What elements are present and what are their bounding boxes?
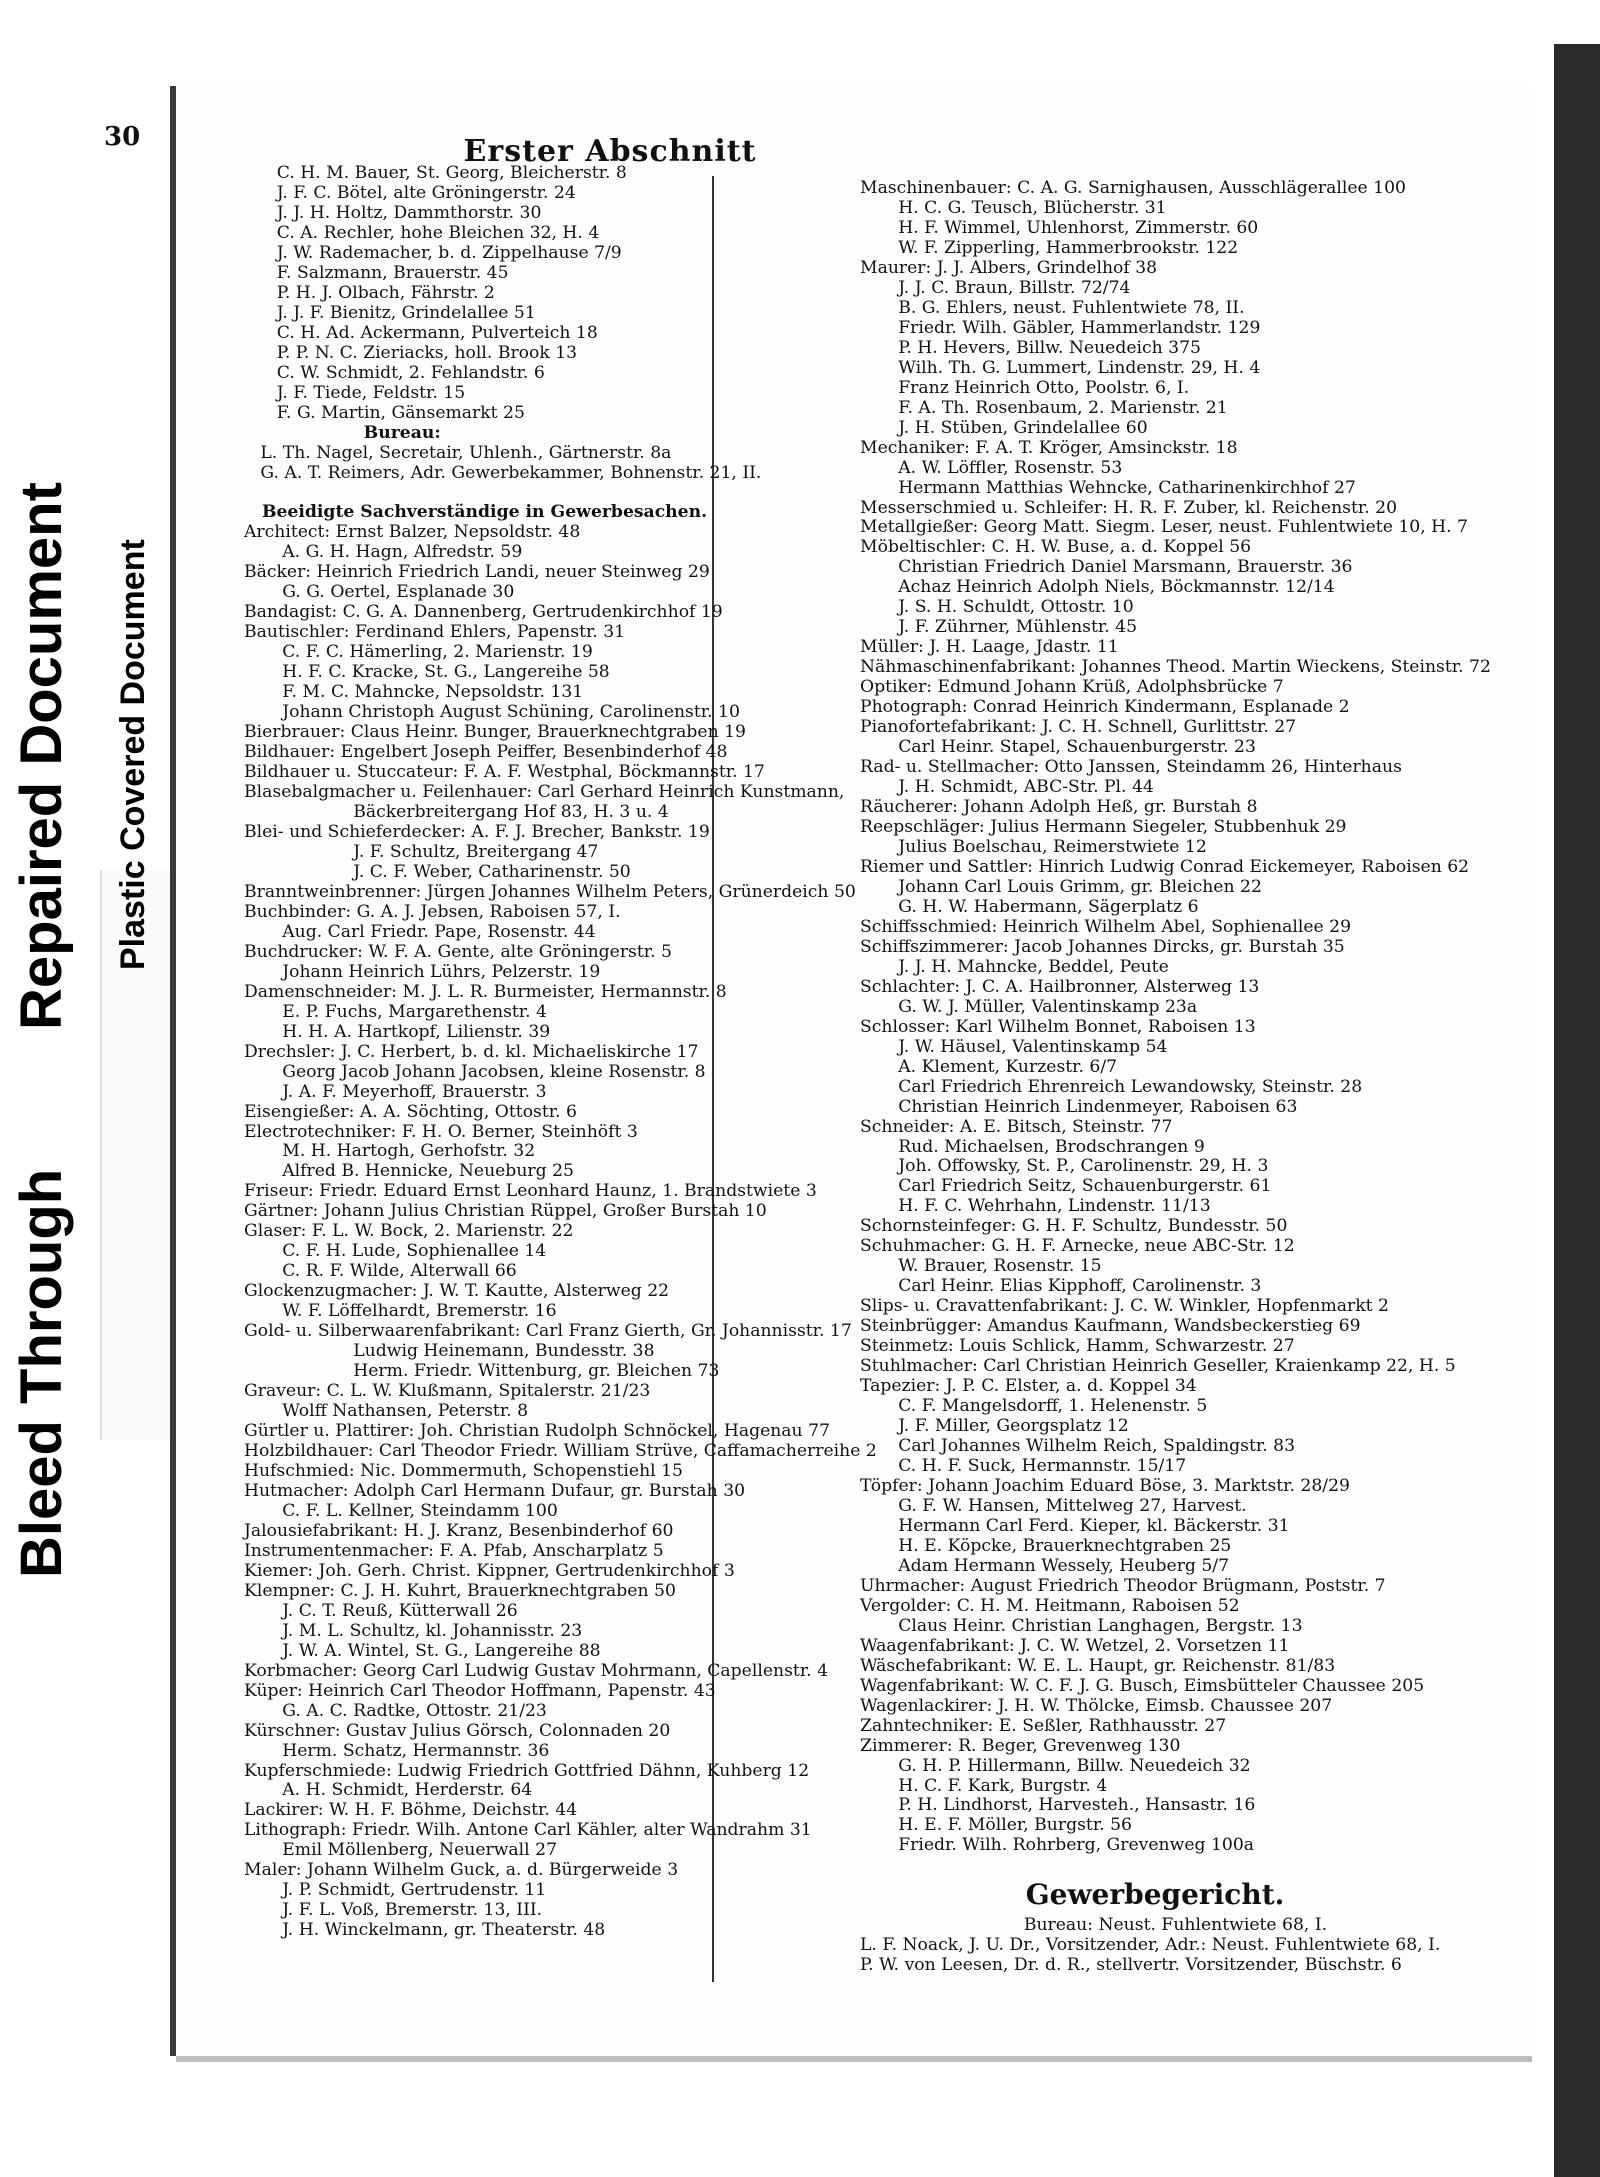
directory-line: J. F. C. Bötel, alte Gröningerstr. 24	[244, 182, 576, 203]
directory-line: Herm. Schatz, Hermannstr. 36	[244, 1740, 550, 1761]
directory-line: C. A. Rechler, hohe Bleichen 32, H. 4	[244, 222, 600, 243]
directory-line: J. W. Häusel, Valentinskamp 54	[860, 1036, 1168, 1057]
directory-line: Bandagist: C. G. A. Dannenberg, Gertrudenkirchhof 19	[244, 602, 723, 623]
directory-line: W. F. Löffelhardt, Bremerstr. 16	[244, 1301, 557, 1322]
directory-line: Christian Friedrich Daniel Marsmann, Brauerstr. 36	[860, 557, 1353, 578]
directory-line: Damenschneider: M. J. L. R. Burmeister, Hermannstr. 8	[244, 981, 727, 1002]
directory-line: Graveur: C. L. W. Klußmann, Spitalerstr. 21/23	[244, 1381, 651, 1402]
directory-line: C. F. H. Lude, Sophienallee 14	[244, 1241, 547, 1262]
directory-line: Johann Christoph August Schüning, Carolinenstr. 10	[244, 702, 740, 723]
directory-line: Carl Johannes Wilhelm Reich, Spaldingstr. 83	[860, 1436, 1295, 1457]
directory-line: Lithograph: Friedr. Wilh. Antone Carl Kähler, alter Wandrahm 31	[244, 1820, 812, 1841]
directory-line: Nähmaschinenfabrikant: Johannes Theod. Martin Wieckens, Steinstr. 72	[860, 657, 1491, 678]
directory-line: Eisengießer: A. A. Söchting, Ottostr. 6	[244, 1101, 577, 1122]
directory-line: Optiker: Edmund Johann Krüß, Adolphsbrücke 7	[860, 677, 1284, 698]
directory-line: W. Brauer, Rosenstr. 15	[860, 1256, 1102, 1277]
directory-line: Küper: Heinrich Carl Theodor Hoffmann, Papenstr. 43	[244, 1680, 716, 1701]
directory-line: Friedr. Wilh. Gäbler, Hammerlandstr. 129	[860, 317, 1261, 338]
directory-line: H. F. C. Wehrhahn, Lindenstr. 11/13	[860, 1196, 1211, 1217]
directory-line: A. W. Löffler, Rosenstr. 53	[860, 457, 1123, 478]
directory-line: F. Salzmann, Brauerstr. 45	[244, 262, 509, 283]
directory-line: F. G. Martin, Gänsemarkt 25	[244, 402, 525, 423]
directory-line: Klempner: C. J. H. Kuhrt, Brauerknechtgraben 50	[244, 1580, 676, 1601]
directory-line: J. H. Winckelmann, gr. Theaterstr. 48	[244, 1920, 606, 1941]
directory-line: Bautischler: Ferdinand Ehlers, Papenstr. 31	[244, 622, 626, 643]
directory-line: P. P. N. C. Zieriacks, holl. Brook 13	[244, 342, 578, 363]
directory-line: Branntweinbrenner: Jürgen Johannes Wilhelm Peters, Grünerdeich 50	[244, 881, 856, 902]
scanner-edge	[1554, 44, 1600, 2177]
directory-line: W. F. Zipperling, Hammerbrookstr. 122	[860, 237, 1239, 258]
directory-line: Julius Boelschau, Reimerstwiete 12	[860, 836, 1207, 857]
directory-line: Töpfer: Johann Joachim Eduard Böse, 3. Marktstr. 28/29	[860, 1475, 1350, 1496]
directory-line: Friseur: Friedr. Eduard Ernst Leonhard Haunz, 1. Brandstwiete 3	[244, 1181, 817, 1202]
directory-line: Müller: J. H. Laage, Jdastr. 11	[860, 637, 1119, 658]
directory-line: Zahntechniker: E. Seßler, Rathhausstr. 27	[860, 1715, 1227, 1736]
directory-line: J. F. L. Voß, Bremerstr. 13, III.	[244, 1900, 543, 1921]
directory-line: Ludwig Heinemann, Bundesstr. 38	[244, 1341, 655, 1362]
directory-line: Hermann Carl Ferd. Kieper, kl. Bäckerstr. 31	[860, 1515, 1290, 1536]
directory-line: Möbeltischler: C. H. W. Buse, a. d. Koppel 56	[860, 537, 1252, 558]
directory-line: J. J. H. Holtz, Dammthorstr. 30	[244, 202, 542, 223]
directory-line: P. H. Lindhorst, Harvesteh., Hansastr. 16	[860, 1795, 1256, 1816]
directory-line: G. G. Oertel, Esplanade 30	[244, 582, 515, 603]
directory-line: Bildhauer u. Stuccateur: F. A. F. Westphal, Böckmannstr. 17	[244, 762, 765, 783]
directory-line: Schlachter: J. C. A. Hailbronner, Alsterweg 13	[860, 976, 1260, 997]
directory-line: Drechsler: J. C. Herbert, b. d. kl. Michaeliskirche 17	[244, 1041, 699, 1062]
directory-line: Blei- und Schieferdecker: A. F. J. Brecher, Bankstr. 19	[244, 821, 710, 842]
directory-line: Bäckerbreitergang Hof 83, H. 3 u. 4	[244, 802, 669, 822]
directory-line: C. H. F. Suck, Hermannstr. 15/17	[860, 1456, 1187, 1476]
directory-line: J. F. Schultz, Breitergang 47	[244, 841, 599, 862]
directory-line: Wolff Nathansen, Peterstr. 8	[244, 1401, 529, 1422]
directory-line: Waagenfabrikant: J. C. W. Wetzel, 2. Vorsetzen 11	[860, 1635, 1290, 1656]
directory-line: Johann Carl Louis Grimm, gr. Bleichen 22	[860, 876, 1262, 897]
directory-line: G. A. C. Radtke, Ottostr. 21/23	[244, 1700, 547, 1721]
directory-line: H. H. A. Hartkopf, Lilienstr. 39	[244, 1021, 551, 1042]
directory-line: P. H. J. Olbach, Fährstr. 2	[244, 282, 495, 303]
directory-line: Bierbrauer: Claus Heinr. Bunger, Brauerknechtgraben 19	[244, 722, 746, 743]
right-column	[860, 178, 1491, 1975]
directory-line: Glaser: F. L. W. Bock, 2. Marienstr. 22	[244, 1221, 574, 1242]
directory-line: Joh. Offowsky, St. P., Carolinenstr. 29, H. 3	[860, 1156, 1269, 1177]
directory-line: Steinbrügger: Amandus Kaufmann, Wandsbeckerstieg 69	[860, 1316, 1361, 1337]
directory-line: Jalousiefabrikant: H. J. Kranz, Besenbinderhof 60	[244, 1520, 674, 1541]
directory-line: Schiffsschmied: Heinrich Wilhelm Abel, Sophienallee 29	[860, 916, 1352, 937]
subheading: Beeidigte Sachverständige in Gewerbesachen.	[244, 502, 708, 523]
directory-line: Bureau: Neust. Fuhlentwiete 68, I.	[1023, 1915, 1328, 1936]
directory-line: Hutmacher: Adolph Carl Hermann Dufaur, gr. Burstah 30	[244, 1480, 746, 1501]
directory-line: Carl Heinr. Stapel, Schauenburgerstr. 23	[860, 737, 1256, 758]
directory-line: Steinmetz: Louis Schlick, Hamm, Schwarzestr. 27	[860, 1336, 1295, 1357]
directory-line: Buchbinder: G. A. J. Jebsen, Raboisen 57, I.	[244, 901, 621, 922]
directory-line: Instrumentenmacher: F. A. Pfab, Anscharplatz 5	[244, 1540, 664, 1561]
directory-line: Buchdrucker: W. F. A. Gente, alte Gröningerstr. 5	[244, 941, 672, 962]
directory-line: Kupferschmiede: Ludwig Friedrich Gottfried Dähnn, Kuhberg 12	[244, 1760, 810, 1781]
directory-line: Rud. Michaelsen, Brodschrangen 9	[860, 1136, 1205, 1157]
directory-line: Gärtner: Johann Julius Christian Rüppel, Großer Burstah 10	[244, 1201, 767, 1222]
directory-line: Alfred B. Hennicke, Neueburg 25	[244, 1161, 574, 1182]
directory-line: Carl Friedrich Seitz, Schauenburgerstr. 61	[860, 1176, 1272, 1197]
repaired-document-label: Repaired Document	[9, 482, 74, 1030]
directory-line: Rad- u. Stellmacher: Otto Janssen, Steindamm 26, Hinterhaus	[860, 757, 1402, 778]
directory-line: A. H. Schmidt, Herderstr. 64	[244, 1780, 533, 1801]
directory-line: L. Th. Nagel, Secretair, Uhlenh., Gärtnerstr. 8a	[244, 442, 672, 463]
directory-line: Electrotechniker: F. H. O. Berner, Steinhöft 3	[244, 1121, 638, 1142]
directory-line: G. W. J. Müller, Valentinskamp 23a	[860, 996, 1198, 1017]
directory-line: Claus Heinr. Christian Langhagen, Bergstr. 13	[860, 1615, 1303, 1636]
directory-line: G. H. P. Hillermann, Billw. Neuedeich 32	[860, 1755, 1251, 1776]
directory-line: Schuhmacher: G. H. F. Arnecke, neue ABC-Str. 12	[860, 1236, 1295, 1257]
directory-line: Schneider: A. E. Bitsch, Steinstr. 77	[860, 1116, 1173, 1137]
directory-line: Christian Heinrich Lindenmeyer, Raboisen 63	[860, 1096, 1298, 1117]
directory-line: Uhrmacher: August Friedrich Theodor Brügmann, Poststr. 7	[860, 1575, 1386, 1596]
directory-line: Hermann Matthias Wehncke, Catharinenkirchhof 27	[860, 477, 1356, 498]
directory-line: Architect: Ernst Balzer, Nepsoldstr. 48	[244, 522, 581, 543]
directory-line: J. M. L. Schultz, kl. Johannisstr. 23	[244, 1620, 583, 1641]
directory-line: Holzbildhauer: Carl Theodor Friedr. William Strüve, Caffamacherreihe 2	[244, 1441, 877, 1461]
directory-line: L. F. Noack, J. U. Dr., Vorsitzender, Adr.: Neust. Fuhlentwiete 68, I.	[860, 1935, 1441, 1956]
condition-label-card	[0, 430, 176, 1578]
directory-line: J. C. F. Weber, Catharinenstr. 50	[244, 861, 631, 882]
directory-line: G. H. W. Habermann, Sägerplatz 6	[860, 896, 1199, 917]
directory-line: M. H. Hartogh, Gerhofstr. 32	[244, 1141, 536, 1162]
directory-line: Aug. Carl Friedr. Pape, Rosenstr. 44	[244, 921, 596, 942]
directory-line: J. H. Stüben, Grindelallee 60	[860, 417, 1148, 438]
directory-line: Maler: Johann Wilhelm Guck, a. d. Bürgerweide 3	[244, 1860, 679, 1881]
directory-line: Schornsteinfeger: G. H. F. Schultz, Bundesstr. 50	[860, 1216, 1288, 1237]
directory-line: H. F. Wimmel, Uhlenhorst, Zimmerstr. 60	[860, 217, 1259, 238]
directory-line: Wäschefabrikant: W. E. L. Haupt, gr. Reichenstr. 81/83	[860, 1655, 1336, 1676]
directory-line: Kürschner: Gustav Julius Görsch, Colonnaden 20	[244, 1720, 671, 1741]
directory-line: J. H. Schmidt, ABC-Str. Pl. 44	[860, 777, 1154, 798]
directory-line: Adam Hermann Wessely, Heuberg 5/7	[860, 1555, 1230, 1576]
directory-line: J. F. Miller, Georgsplatz 12	[860, 1416, 1129, 1437]
directory-line: P. H. Hevers, Billw. Neuedeich 375	[860, 337, 1201, 358]
directory-line: Friedr. Wilh. Rohrberg, Grevenweg 100a	[860, 1835, 1255, 1856]
directory-line: H. E. Köpcke, Brauerknechtgraben 25	[860, 1535, 1232, 1556]
directory-line: Achaz Heinrich Adolph Niels, Böckmannstr. 12/14	[860, 577, 1335, 598]
directory-line: Photograph: Conrad Heinrich Kindermann, Esplanade 2	[860, 697, 1350, 718]
directory-line	[860, 1855, 1491, 1875]
directory-line: Kiemer: Joh. Gerh. Christ. Kippner, Gertrudenkirchhof 3	[244, 1560, 735, 1581]
directory-line: C. F. L. Kellner, Steindamm 100	[244, 1500, 558, 1521]
directory-line: Franz Heinrich Otto, Poolstr. 6, I.	[860, 377, 1190, 398]
subheading: Bureau:	[244, 422, 441, 443]
directory-line: J. W. A. Wintel, St. G., Langereihe 88	[244, 1640, 601, 1661]
directory-line: Georg Jacob Johann Jacobsen, kleine Rosenstr. 8	[244, 1061, 706, 1082]
directory-line: Korbmacher: Georg Carl Ludwig Gustav Mohrmann, Capellenstr. 4	[244, 1660, 829, 1681]
directory-line: J. C. T. Reuß, Kütterwall 26	[244, 1600, 518, 1621]
directory-line: G. A. T. Reimers, Adr. Gewerbekammer, Bohnenstr. 21, II.	[244, 462, 762, 483]
directory-line: Emil Möllenberg, Neuerwall 27	[244, 1840, 558, 1861]
directory-line: Bildhauer: Engelbert Joseph Peiffer, Besenbinderhof 48	[244, 742, 728, 763]
directory-line: H. C. F. Kark, Burgstr. 4	[860, 1775, 1108, 1796]
directory-line: J. J. F. Bienitz, Grindelallee 51	[244, 302, 536, 323]
directory-line: Maschinenbauer: C. A. G. Sarnighausen, Ausschlägerallee 100	[860, 178, 1406, 198]
directory-line: Johann Heinrich Lührs, Pelzerstr. 19	[244, 961, 601, 982]
directory-line: Riemer und Sattler: Hinrich Ludwig Conrad Eickemeyer, Raboisen 62	[860, 856, 1470, 877]
directory-line: Gürtler u. Plattirer: Joh. Christian Rudolph Schnöckel, Hagenau 77	[244, 1421, 830, 1442]
directory-line: J. P. Schmidt, Gertrudenstr. 11	[244, 1880, 547, 1901]
directory-line: A. Klement, Kurzestr. 6/7	[860, 1056, 1118, 1077]
directory-line: J. S. H. Schuldt, Ottostr. 10	[860, 597, 1134, 618]
directory-line: J. F. Zührner, Mühlenstr. 45	[860, 617, 1138, 638]
directory-line: E. P. Fuchs, Margarethenstr. 4	[244, 1001, 547, 1022]
directory-line: C. H. Ad. Ackermann, Pulverteich 18	[244, 322, 598, 343]
directory-line: C. R. F. Wilde, Alterwall 66	[244, 1261, 517, 1282]
directory-line: Pianofortefabrikant: J. C. H. Schnell, Gurlittstr. 27	[860, 717, 1297, 738]
directory-line: Slips- u. Cravattenfabrikant: J. C. W. Winkler, Hopfenmarkt 2	[860, 1296, 1389, 1317]
directory-line: P. W. von Leesen, Dr. d. R., stellvertr. Vorsitzender, Büschstr. 6	[860, 1955, 1402, 1976]
page-number: 30	[104, 122, 141, 152]
directory-line: Gold- u. Silberwaarenfabrikant: Carl Franz Gierth, Gr. Johannisstr. 17	[244, 1321, 852, 1342]
directory-line: C. W. Schmidt, 2. Fehlandstr. 6	[244, 362, 545, 383]
directory-line: Carl Heinr. Elias Kipphoff, Carolinenstr. 3	[860, 1276, 1262, 1297]
directory-line: Herm. Friedr. Wittenburg, gr. Bleichen 73	[244, 1361, 720, 1382]
directory-line: J. J. C. Braun, Billstr. 72/74	[860, 277, 1131, 298]
directory-line: Lackirer: W. H. F. Böhme, Deichstr. 44	[244, 1800, 578, 1821]
directory-line: Tapezier: J. P. C. Elster, a. d. Koppel 34	[860, 1376, 1197, 1397]
directory-line: C. F. Mangelsdorff, 1. Helenenstr. 5	[860, 1396, 1208, 1417]
directory-line: Bäcker: Heinrich Friedrich Landi, neuer Steinweg 29	[244, 562, 710, 583]
directory-line: A. G. H. Hagn, Alfredstr. 59	[244, 542, 523, 563]
section-title: Erster Abschnitt	[463, 134, 757, 169]
directory-line: Schiffszimmerer: Jacob Johannes Dircks, gr. Burstah 35	[860, 936, 1345, 957]
directory-line: Reepschläger: Julius Hermann Siegeler, Stubbenhuk 29	[860, 817, 1347, 837]
directory-line: F. A. Th. Rosenbaum, 2. Marienstr. 21	[860, 397, 1228, 418]
directory-line: Wagenfabrikant: W. C. F. J. G. Busch, Eimsbütteler Chaussee 205	[860, 1675, 1425, 1696]
directory-line: J. J. H. Mahncke, Beddel, Peute	[860, 956, 1169, 977]
directory-line: Räucherer: Johann Adolph Heß, gr. Burstah 8	[860, 797, 1258, 818]
directory-line: J. F. Tiede, Feldstr. 15	[244, 382, 466, 403]
directory-line: Maurer: J. J. Albers, Grindelhof 38	[860, 257, 1158, 278]
directory-line: Wilh. Th. G. Lummert, Lindenstr. 29, H. 4	[860, 357, 1261, 378]
directory-line: Stuhlmacher: Carl Christian Heinrich Geseller, Kraienkamp 22, H. 5	[860, 1356, 1456, 1377]
directory-line: J. W. Rademacher, b. d. Zippelhause 7/9	[244, 242, 622, 263]
directory-line: Blasebalgmacher u. Feilenhauer: Carl Gerhard Heinrich Kunstmann,	[244, 782, 845, 803]
directory-line: H. E. F. Möller, Burgstr. 56	[860, 1815, 1132, 1836]
left-column	[244, 163, 877, 1940]
subheading: Gewerbegericht.	[860, 1878, 1285, 1912]
directory-line: F. M. C. Mahncke, Nepsoldstr. 131	[244, 682, 584, 703]
directory-line: Metallgießer: Georg Matt. Siegm. Leser, neust. Fuhlentwiete 10, H. 7	[860, 517, 1468, 538]
directory-line: Mechaniker: F. A. T. Kröger, Amsinckstr. 18	[860, 437, 1238, 458]
directory-line: C. F. C. Hämerling, 2. Marienstr. 19	[244, 642, 593, 663]
directory-line: H. C. G. Teusch, Blücherstr. 31	[860, 197, 1167, 218]
directory-line: H. F. C. Kracke, St. G., Langereihe 58	[244, 662, 610, 683]
directory-line: Wagenlackirer: J. H. W. Thölcke, Eimsb. Chaussee 207	[860, 1695, 1333, 1716]
directory-line: J. A. F. Meyerhoff, Brauerstr. 3	[244, 1081, 547, 1102]
directory-line: Zimmerer: R. Beger, Grevenweg 130	[860, 1735, 1181, 1756]
directory-line: Schlosser: Karl Wilhelm Bonnet, Raboisen 13	[860, 1016, 1256, 1037]
directory-line: Carl Friedrich Ehrenreich Lewandowsky, Steinstr. 28	[860, 1076, 1363, 1097]
plastic-covered-label: Plastic Covered Document	[114, 539, 152, 970]
directory-line: B. G. Ehlers, neust. Fuhlentwiete 78, II.	[860, 297, 1245, 318]
directory-line: Hufschmied: Nic. Dommermuth, Schopenstiehl 15	[244, 1460, 683, 1481]
directory-line: Glockenzugmacher: J. W. T. Kautte, Alsterweg 22	[244, 1281, 670, 1302]
directory-line: C. H. M. Bauer, St. Georg, Bleicherstr. 8	[244, 163, 627, 183]
bleed-through-label: Bleed Through	[9, 1168, 74, 1578]
directory-line	[244, 483, 877, 503]
directory-line: G. F. W. Hansen, Mittelweg 27, Harvest.	[860, 1495, 1247, 1516]
directory-line: Messerschmied u. Schleifer: H. R. F. Zuber, kl. Reichenstr. 20	[860, 497, 1398, 518]
directory-line: Vergolder: C. H. M. Heitmann, Raboisen 52	[860, 1595, 1240, 1616]
